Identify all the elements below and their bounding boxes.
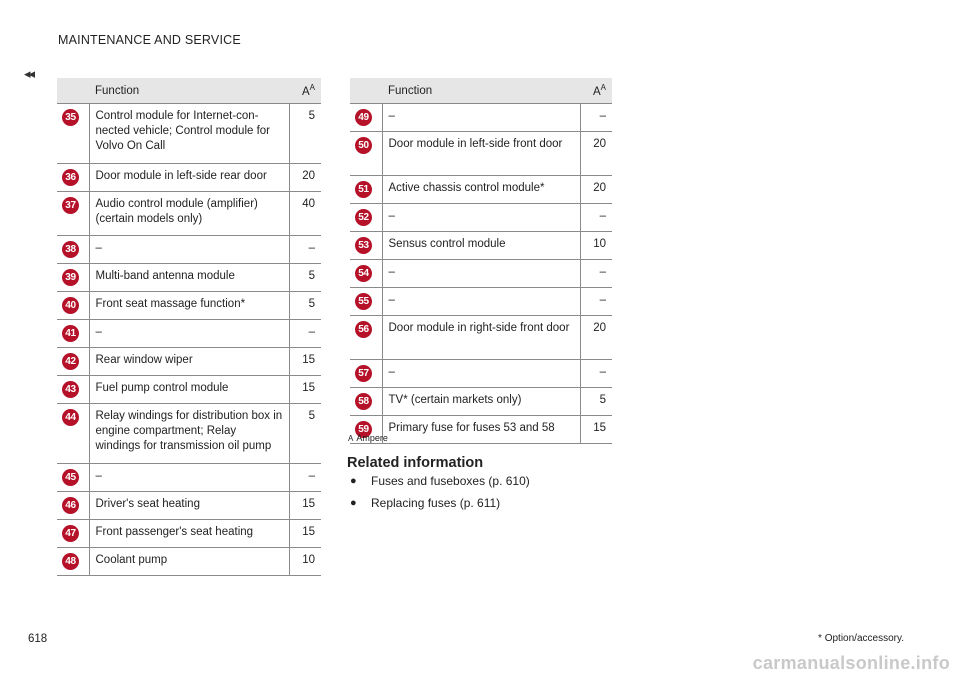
amp-column-header	[580, 78, 612, 104]
fuse-function-cell: Coolant pump	[89, 548, 289, 576]
fuse-number-cell	[57, 348, 89, 376]
fuse-amperage-cell: –	[580, 288, 612, 316]
fuse-amperage-cell: –	[289, 236, 321, 264]
fuse-function-cell: –	[382, 204, 580, 232]
fuse-number-cell	[57, 376, 89, 404]
fuse-number-badge: 43	[62, 381, 79, 398]
fuse-number-badge: 54	[355, 265, 372, 282]
fuse-number-cell	[57, 236, 89, 264]
fuse-number-cell	[350, 260, 382, 288]
fuse-table-right-body	[350, 104, 612, 444]
related-link[interactable]: Replacing fuses (p. 611)	[371, 496, 501, 510]
fuse-row	[57, 292, 321, 320]
footnote-mark: A	[348, 434, 354, 443]
amp-column-header	[289, 78, 321, 104]
fuse-function-cell: –	[382, 288, 580, 316]
fuse-row	[57, 192, 321, 236]
fuse-table-left-body	[57, 104, 321, 576]
fuse-function-cell: Primary fuse for fuses 53 and 58	[382, 416, 580, 444]
fuse-number-cell	[57, 548, 89, 576]
fuse-row	[57, 376, 321, 404]
fuse-row	[57, 348, 321, 376]
fuse-number-cell	[57, 164, 89, 192]
fuse-number-cell	[57, 104, 89, 164]
fuse-function-cell: Multi-band antenna module	[89, 264, 289, 292]
fuse-function-cell: Audio control module (amplifier) (certain models only)	[89, 192, 289, 236]
function-header-label: Function	[95, 84, 140, 97]
fuse-number-badge: 58	[355, 393, 372, 410]
fuse-number-cell	[350, 132, 382, 176]
fuse-function-cell: –	[89, 464, 289, 492]
fuse-number-badge: 53	[355, 237, 372, 254]
fuse-number-badge: 50	[355, 137, 372, 154]
fuse-row	[57, 104, 321, 164]
fuse-amperage-cell: 15	[289, 348, 321, 376]
fuse-number-cell	[57, 520, 89, 548]
fuse-number-badge: 59	[355, 421, 372, 438]
fuse-row	[57, 548, 321, 576]
number-column-header	[57, 78, 89, 104]
fuse-function-cell: –	[382, 260, 580, 288]
fuse-number-badge: 48	[62, 553, 79, 570]
fuse-number-badge: 42	[62, 353, 79, 370]
fuse-amperage-cell: 5	[289, 264, 321, 292]
fuse-amperage-cell: –	[289, 464, 321, 492]
related-list	[347, 473, 627, 511]
fuse-number-cell	[350, 204, 382, 232]
fuse-row	[350, 316, 612, 360]
fuse-amperage-cell: 15	[580, 416, 612, 444]
fuse-row	[350, 360, 612, 388]
fuse-number-badge: 47	[62, 525, 79, 542]
fuse-table-right	[350, 78, 612, 444]
page-number: 618	[28, 633, 48, 645]
fuse-amperage-cell: 15	[289, 492, 321, 520]
table-footnote	[348, 433, 388, 443]
related-link[interactable]: Fuses and fuseboxes (p. 610)	[371, 474, 530, 488]
fuse-row	[350, 132, 612, 176]
fuse-row	[57, 264, 321, 292]
fuse-amperage-cell: –	[580, 204, 612, 232]
fuse-amperage-cell: 20	[580, 132, 612, 176]
table-header-row	[57, 78, 321, 104]
fuse-row	[57, 520, 321, 548]
fuse-function-cell: Front passenger's seat heating	[89, 520, 289, 548]
number-column-header	[350, 78, 382, 104]
fuse-number-cell	[350, 104, 382, 132]
fuse-row	[57, 320, 321, 348]
fuse-function-cell: Control module for Internet-con-nected vehicle; Control module for Volvo On Call	[89, 104, 289, 164]
fuse-amperage-cell: 20	[580, 316, 612, 360]
fuse-number-cell	[57, 264, 89, 292]
amp-footnote-mark: A	[600, 83, 606, 93]
fuse-number-badge: 41	[62, 325, 79, 342]
fuse-number-cell	[57, 404, 89, 464]
fuse-number-badge: 52	[355, 209, 372, 226]
fuse-function-cell: Relay windings for distribution box in engine compartment; Relay windings for transmission oil pump	[89, 404, 289, 464]
fuse-amperage-cell: –	[289, 320, 321, 348]
fuse-number-cell	[57, 292, 89, 320]
function-column-header	[382, 78, 580, 104]
fuse-function-cell: –	[382, 104, 580, 132]
fuse-function-cell: Active chassis control module*	[382, 176, 580, 204]
fuse-row	[350, 288, 612, 316]
fuse-number-badge: 51	[355, 181, 372, 198]
fuse-function-cell: Driver's seat heating	[89, 492, 289, 520]
fuse-amperage-cell: 40	[289, 192, 321, 236]
function-column-header	[89, 78, 289, 104]
fuse-row	[350, 388, 612, 416]
fuse-function-cell: TV* (certain markets only)	[382, 388, 580, 416]
fuse-number-badge: 39	[62, 269, 79, 286]
fuse-amperage-cell: 5	[580, 388, 612, 416]
amp-header-label: A	[301, 85, 310, 98]
fuse-row	[57, 164, 321, 192]
bullet-icon: ●	[350, 497, 357, 509]
fuse-row	[57, 464, 321, 492]
related-title: Related information	[347, 455, 484, 471]
fuse-function-cell: Door module in right-side front door	[382, 316, 580, 360]
option-footnote: * Option/accessory.	[818, 633, 904, 644]
fuse-amperage-cell: –	[580, 260, 612, 288]
fuse-function-cell: Door module in left-side rear door	[89, 164, 289, 192]
fuse-number-cell	[57, 464, 89, 492]
fuse-number-cell	[350, 232, 382, 260]
fuse-number-cell	[350, 360, 382, 388]
fuse-number-badge: 37	[62, 197, 79, 214]
fuse-number-cell	[350, 288, 382, 316]
fuse-number-badge: 36	[62, 169, 79, 186]
fuse-number-badge: 44	[62, 409, 79, 426]
fuse-function-cell: –	[382, 360, 580, 388]
fuse-row	[57, 492, 321, 520]
related-item[interactable]	[347, 473, 627, 489]
fuse-amperage-cell: –	[580, 104, 612, 132]
fuse-number-cell	[350, 316, 382, 360]
fuse-function-cell: Door module in left-side front door	[382, 132, 580, 176]
fuse-amperage-cell: 15	[289, 376, 321, 404]
amp-footnote-mark: A	[309, 83, 315, 93]
fuse-row	[350, 232, 612, 260]
fuse-number-badge: 40	[62, 297, 79, 314]
fuse-amperage-cell: 10	[580, 232, 612, 260]
fuse-number-badge: 49	[355, 109, 372, 126]
fuse-number-cell	[350, 176, 382, 204]
section-header: MAINTENANCE AND SERVICE	[58, 33, 241, 47]
fuse-number-cell	[57, 492, 89, 520]
fuse-number-badge: 35	[62, 109, 79, 126]
related-item[interactable]	[347, 495, 627, 511]
fuse-amperage-cell: 10	[289, 548, 321, 576]
fuse-number-badge: 45	[62, 469, 79, 486]
previous-page-icon[interactable]: ◂◂	[24, 66, 34, 81]
fuse-number-cell	[57, 320, 89, 348]
amp-header-label: A	[592, 85, 601, 98]
fuse-number-badge: 57	[355, 365, 372, 382]
fuse-row	[350, 260, 612, 288]
fuse-amperage-cell: –	[580, 360, 612, 388]
fuse-amperage-cell: 20	[580, 176, 612, 204]
fuse-row	[57, 404, 321, 464]
watermark: carmanualsonline.info	[752, 653, 950, 673]
fuse-row	[350, 204, 612, 232]
fuse-function-cell: Front seat massage function*	[89, 292, 289, 320]
fuse-table-left	[57, 78, 321, 576]
fuse-amperage-cell: 5	[289, 292, 321, 320]
fuse-function-cell: Sensus control module	[382, 232, 580, 260]
fuse-function-cell: Rear window wiper	[89, 348, 289, 376]
fuse-row	[350, 176, 612, 204]
function-header-label: Function	[388, 84, 433, 97]
fuse-function-cell: Fuel pump control module	[89, 376, 289, 404]
table-header-row	[350, 78, 612, 104]
fuse-row	[350, 104, 612, 132]
fuse-amperage-cell: 5	[289, 404, 321, 464]
fuse-number-cell	[350, 388, 382, 416]
fuse-number-badge: 38	[62, 241, 79, 258]
fuse-amperage-cell: 5	[289, 104, 321, 164]
fuse-function-cell: –	[89, 320, 289, 348]
fuse-number-cell	[57, 192, 89, 236]
bullet-icon: ●	[350, 475, 357, 487]
fuse-amperage-cell: 15	[289, 520, 321, 548]
fuse-row	[57, 236, 321, 264]
fuse-function-cell: –	[89, 236, 289, 264]
fuse-number-badge: 55	[355, 293, 372, 310]
related-information	[347, 455, 627, 517]
fuse-number-badge: 56	[355, 321, 372, 338]
footnote-text: Ampere	[356, 433, 388, 443]
fuse-number-badge: 46	[62, 497, 79, 514]
fuse-amperage-cell: 20	[289, 164, 321, 192]
fuse-row	[350, 416, 612, 444]
